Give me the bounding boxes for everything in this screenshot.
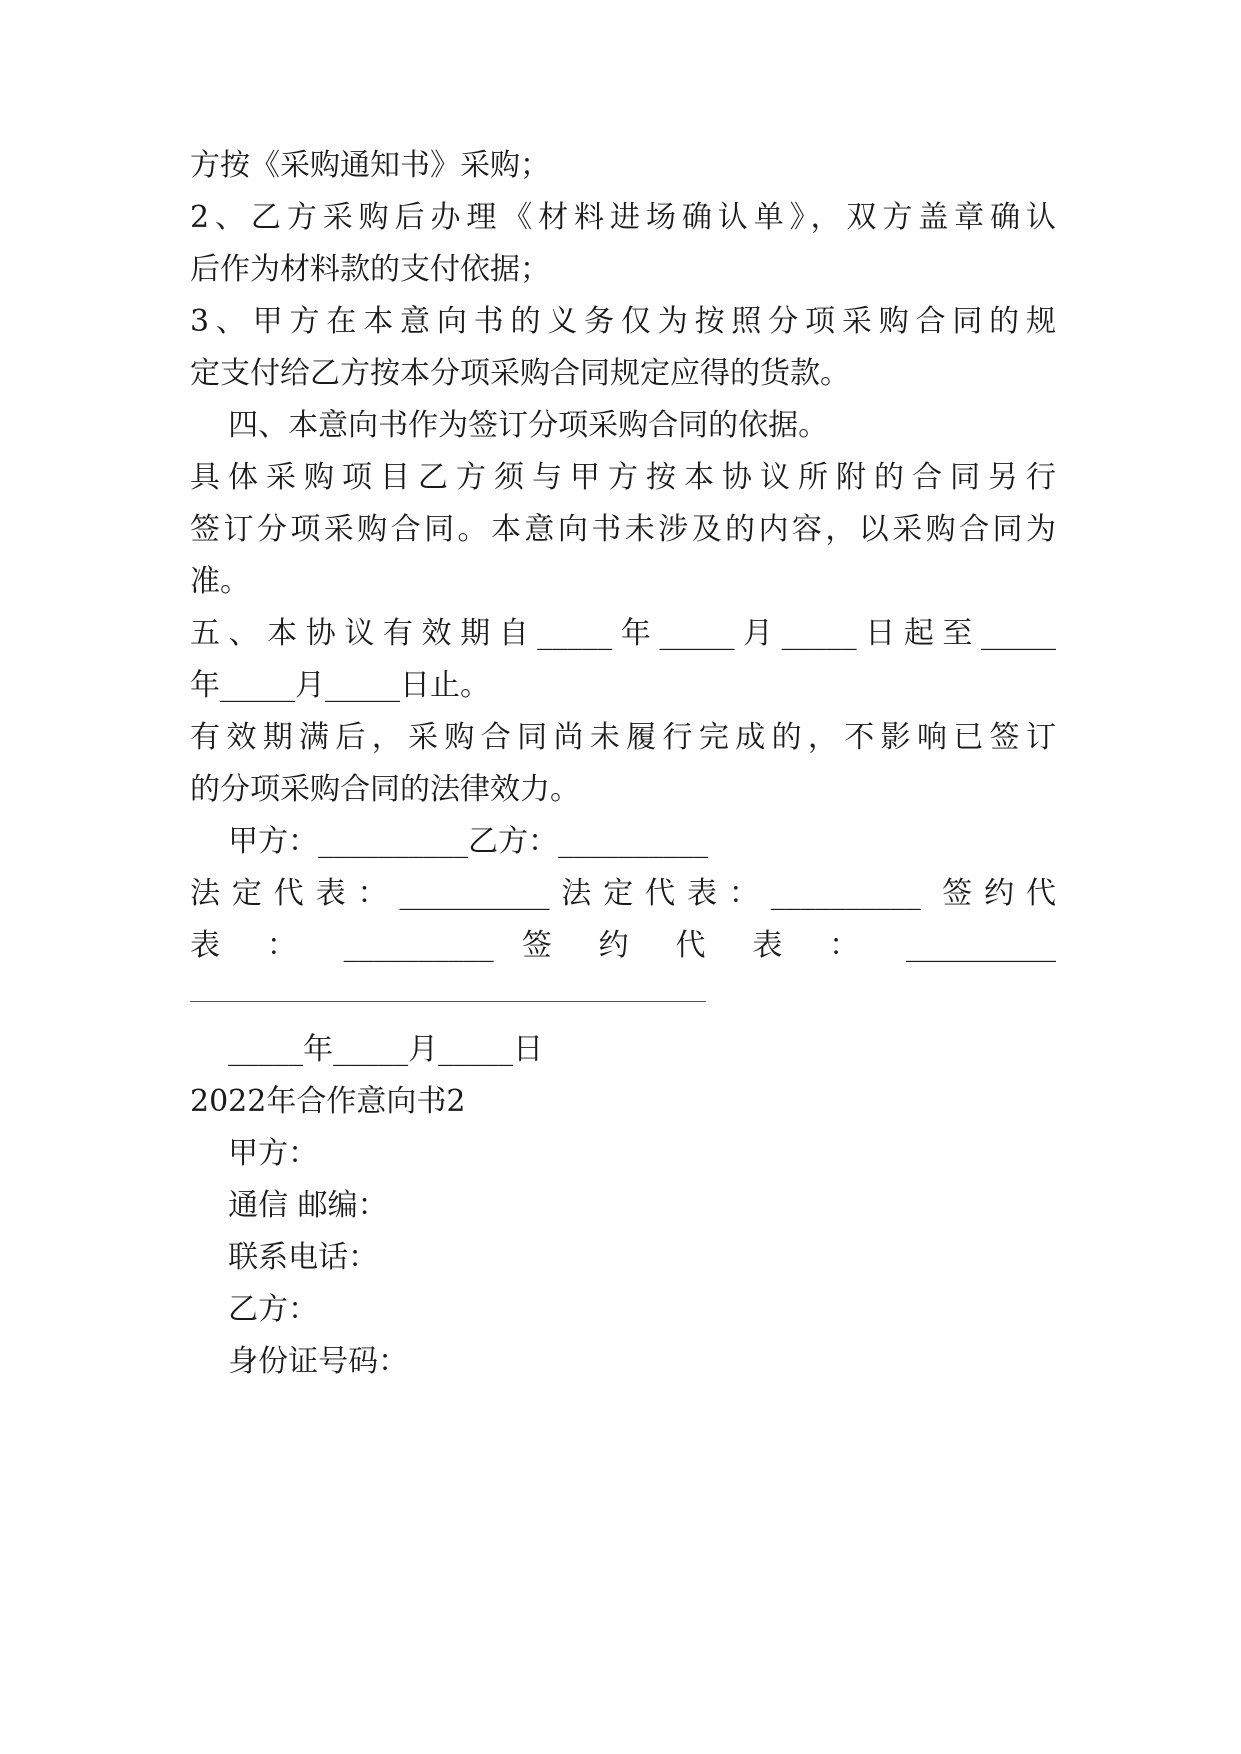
signature-blank-underline [190, 1001, 706, 1002]
paragraph-line: 年_____月_____日止。 [190, 668, 490, 703]
paragraph-line: 定支付给乙方按本分项采购合同规定应得的货款。 [190, 356, 850, 391]
signature-line-representatives: 法定代表：__________法定代表：__________ 签约代 [190, 876, 1056, 911]
signature-line-parties: 甲方：__________乙方：__________ [190, 824, 709, 859]
paragraph-line: 方按《采购通知书》采购； [190, 148, 550, 183]
postal-code-label: 通信 邮编： [190, 1188, 388, 1223]
phone-label: 联系电话： [190, 1240, 379, 1275]
party-b-label: 乙方： [190, 1292, 319, 1327]
id-number-label: 身份证号码： [190, 1344, 409, 1379]
paragraph-line: 2、乙方采购后办理《材料进场确认单》，双方盖章确认 [190, 200, 1056, 235]
paragraph-line: 四、本意向书作为签订分项采购合同的依据。 [190, 408, 829, 443]
paragraph-line: 有效期满后，采购合同尚未履行完成的，不影响已签订 [190, 720, 1056, 755]
paragraph-line: 后作为材料款的支付依据； [190, 252, 550, 287]
paragraph-line: 准。 [190, 564, 250, 599]
party-a-label: 甲方： [190, 1136, 319, 1171]
paragraph-line: 签订分项采购合同。本意向书未涉及的内容，以采购合同为 [190, 512, 1056, 547]
paragraph-line: 具体采购项目乙方须与甲方按本协议所附的合同另行 [190, 460, 1056, 495]
paragraph-line: 五、本协议有效期自_____年_____月_____日起至_____ [190, 616, 1056, 651]
section-heading: 2022年合作意向书2 [190, 1084, 466, 1119]
paragraph-line: 的分项采购合同的法律效力。 [190, 772, 580, 807]
date-line: _____年_____月_____日 [190, 1032, 544, 1067]
paragraph-line: 3、甲方在本意向书的义务仅为按照分项采购合同的规 [190, 304, 1056, 339]
signature-line-signers: 表 ： __________ 签 约 代 表 ： __________ [190, 928, 1056, 963]
